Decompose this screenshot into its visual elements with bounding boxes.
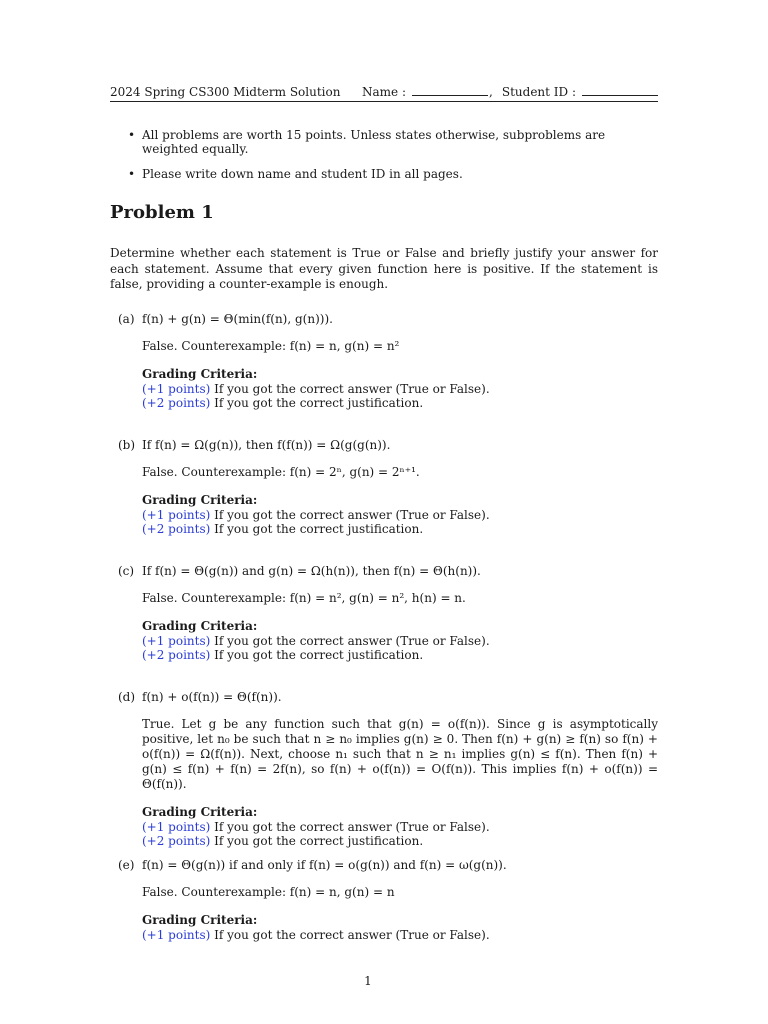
points-label: (+2 points): [142, 396, 211, 410]
criteria-text: If you got the correct answer (True or False).: [210, 927, 490, 942]
student-id-field: [502, 84, 658, 99]
points-label: (+1 points): [142, 381, 211, 396]
subproblem-label: (b): [118, 438, 136, 452]
grading-criteria-title: Grading Criteria:: [142, 493, 258, 507]
statement-text: f(n) + g(n) = Θ(min(f(n), g(n))).: [142, 312, 333, 326]
criteria-line: [142, 396, 658, 411]
grading-criteria-title: Grading Criteria:: [142, 913, 258, 927]
criteria-line: [142, 508, 658, 523]
points-label: (+2 points): [142, 648, 211, 662]
criteria-text: If you got the correct answer (True or False).: [210, 633, 490, 648]
criteria-text: If you got the correct answer (True or False).: [210, 819, 490, 834]
subproblem-label: (a): [118, 312, 135, 326]
name-field: [362, 84, 493, 99]
subproblem-statement: [110, 438, 658, 453]
answer-text: False. Counterexample: f(n) = n², g(n) = n², h(n) = n.: [142, 591, 466, 605]
criteria-text: If you got the correct answer (True or False).: [210, 507, 490, 522]
points-label: (+2 points): [142, 522, 211, 536]
criteria-line: [142, 522, 658, 537]
criteria-line: [142, 928, 658, 943]
criteria-line: [142, 834, 658, 849]
criteria-text: If you got the correct justification.: [210, 396, 424, 410]
instruction-item: • Please write down name and student ID in all pages.: [124, 167, 658, 181]
grading-criteria-title: Grading Criteria:: [142, 805, 258, 819]
grading-criteria: [110, 805, 658, 849]
page-number: 1: [364, 974, 372, 988]
answer-text: False. Counterexample: f(n) = 2ⁿ, g(n) = 2ⁿ⁺¹.: [142, 465, 420, 479]
course-title: 2024 Spring CS300 Midterm Solution: [110, 85, 341, 99]
subproblem-a: [110, 312, 658, 411]
subproblem-d: [110, 690, 658, 849]
statement-text: f(n) = Θ(g(n)) if and only if f(n) = o(g(n)) and f(n) = ω(g(n)).: [142, 858, 507, 872]
answer-text: False. Counterexample: f(n) = n, g(n) = n: [142, 885, 395, 899]
criteria-line: [142, 634, 658, 649]
name-separator: ,: [489, 85, 493, 99]
grading-criteria-title: Grading Criteria:: [142, 367, 258, 381]
statement-text: If f(n) = Θ(g(n)) and g(n) = Ω(h(n)), then f(n) = Θ(h(n)).: [142, 564, 481, 578]
subproblem-e: [110, 858, 658, 942]
criteria-text: If you got the correct justification.: [210, 648, 424, 662]
answer-text: False. Counterexample: f(n) = n, g(n) = n²: [142, 339, 400, 353]
points-label: (+1 points): [142, 819, 211, 834]
answer-text: True. Let g be any function such that g(n) = o(f(n)). Since g is asymptotically positive, let n₀ be such that n ≥ n₀ implies g(n) ≥ 0. Then f(n) + g(n) ≥ f(n) so f(n) + o(f(n)) = Ω(f(n)). Next, choose n₁ such that n ≥ n₁ implies g(n) ≤ f(n). Then f(n) + g(n) ≤ f(n) + f(n) = 2f(n), so f(n) + o(f(n)) = O(f(n)). This implies f(n) + o(f(n)) = Θ(f(n)).: [142, 717, 658, 791]
points-label: (+1 points): [142, 507, 211, 522]
subproblem-c: [110, 564, 658, 663]
problem-intro: Determine whether each statement is True or False and briefly justify your answer for each statement. Assume that every given function here is positive. If the statement is false, providing a counter-example is enough.: [110, 246, 658, 291]
page-header: [110, 84, 658, 102]
criteria-text: If you got the correct justification.: [210, 522, 424, 536]
criteria-text: If you got the correct justification.: [210, 834, 424, 848]
criteria-line: [142, 648, 658, 663]
subproblem-statement: [110, 312, 658, 327]
subproblem-label: (d): [118, 690, 136, 704]
points-label: (+1 points): [142, 927, 211, 942]
name-blank: [412, 84, 488, 96]
problem-title: Problem 1: [110, 202, 214, 223]
grading-criteria-title: Grading Criteria:: [142, 619, 258, 633]
criteria-text: If you got the correct answer (True or False).: [210, 381, 490, 396]
instructions-list: [124, 128, 658, 192]
criteria-line: [142, 820, 658, 835]
student-id-label: Student ID :: [501, 85, 576, 99]
statement-text: If f(n) = Ω(g(n)), then f(f(n)) = Ω(g(g(n)).: [142, 438, 391, 452]
subproblem-label: (e): [118, 858, 135, 872]
subproblem-label: (c): [118, 564, 135, 578]
name-label: Name :: [362, 85, 406, 99]
points-label: (+2 points): [142, 834, 211, 848]
criteria-line: [142, 382, 658, 397]
grading-criteria: [110, 493, 658, 537]
statement-text: f(n) + o(f(n)) = Θ(f(n)).: [142, 690, 282, 704]
instruction-item: • All problems are worth 15 points. Unless states otherwise, subproblems are weighted equally.: [124, 128, 658, 156]
subproblem-statement: [110, 564, 658, 579]
document-page: [110, 0, 658, 1024]
subproblem-b: [110, 438, 658, 537]
subproblem-statement: [110, 690, 658, 705]
student-id-blank: [582, 84, 658, 96]
points-label: (+1 points): [142, 633, 211, 648]
grading-criteria: [110, 367, 658, 411]
grading-criteria: [110, 619, 658, 663]
grading-criteria: [110, 913, 658, 942]
subproblem-statement: [110, 858, 658, 873]
